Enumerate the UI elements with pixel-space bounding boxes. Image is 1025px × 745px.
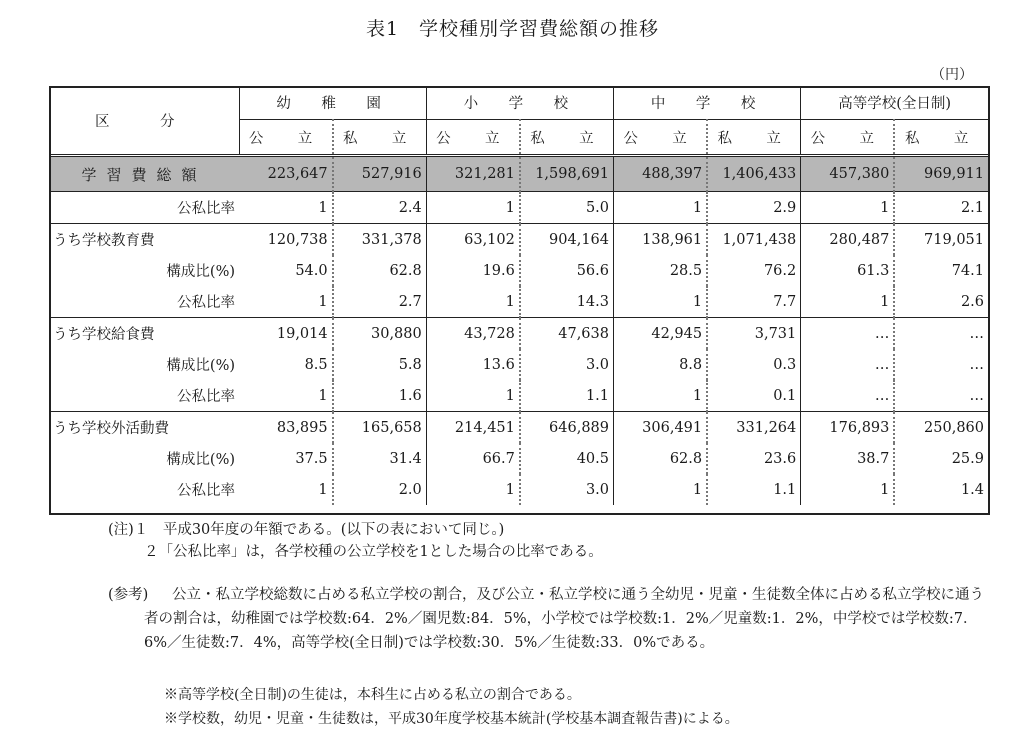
value-cell: 214,451: [426, 412, 520, 444]
value-cell: 62.8: [333, 255, 427, 286]
value-cell: 1,071,438: [707, 224, 801, 256]
value-cell: 646,889: [520, 412, 614, 444]
value-cell: 7.7: [707, 286, 801, 318]
row-extracurricular: [49, 412, 988, 444]
value-cell: 1: [614, 192, 708, 224]
value-cell: 61.3: [801, 255, 895, 286]
page-title: 表1 学校種別学習費総額の推移: [365, 18, 660, 40]
header-public: 公 立: [426, 120, 520, 156]
row-label: 構成比(%): [166, 264, 235, 280]
reference-note-1: ※高等学校(全日制)の生徒は，本科生に占める私立の割合である。: [164, 687, 581, 703]
value-cell: 1.6: [333, 380, 427, 412]
value-cell: 2.9: [707, 192, 801, 224]
value-cell: 2.0: [333, 474, 427, 505]
value-cell: 2.6: [960, 293, 984, 310]
value-cell: 19,014: [239, 318, 333, 350]
value-cell: 3.0: [520, 474, 614, 505]
header-public: 公 立: [239, 120, 333, 156]
value-cell: 40.5: [520, 443, 614, 474]
value-cell: 62.8: [614, 443, 708, 474]
value-cell: 5.8: [333, 349, 427, 380]
value-cell: 1: [801, 286, 895, 318]
value-cell: …: [801, 380, 895, 412]
value-cell: 1: [426, 286, 520, 318]
value-cell: 306,491: [614, 412, 708, 444]
row-education-ratio: [49, 286, 988, 318]
header-group-kindergarten: 幼 稚 園: [239, 86, 426, 120]
value-cell: 1.1: [520, 380, 614, 412]
value-cell: …: [894, 318, 988, 350]
row-label: うち学校給食費: [49, 318, 239, 350]
reference-text: 公立・私立学校総数に占める私立学校の割合，及び公立・私立学校に通う全幼児・児童・生徒数全体に占める私立学校に通う者の割合は，幼稚園では学校数:64．2%／園児数:84．5%，小学校では学校数:1．2%／児童数:1．2%，中学校では学校数:7．6%／生徒数:7．4%，高等学校(全日制)では学校数:30．5%／生徒数:33．0%である。: [144, 587, 984, 651]
value-cell: 969,911: [894, 156, 988, 192]
value-cell: 138,961: [614, 224, 708, 256]
value-cell: 37.5: [239, 443, 333, 474]
value-cell: 719,051: [894, 224, 988, 256]
expense-table: [49, 86, 988, 505]
row-total: [49, 156, 988, 192]
value-cell: 47,638: [520, 318, 614, 350]
header-public: 公 立: [801, 120, 895, 156]
value-cell: 28.5: [614, 255, 708, 286]
value-cell: 8.8: [614, 349, 708, 380]
row-extracurricular-composition: [49, 443, 988, 474]
value-cell: 120,738: [239, 224, 333, 256]
header-row-groups: [49, 86, 988, 120]
row-lunch-composition: [49, 349, 988, 380]
value-cell: 1: [239, 380, 333, 412]
value-cell: 321,281: [426, 156, 520, 192]
header-private: 私 立: [520, 120, 614, 156]
note-1: (注)１ 平成30年度の年額である。(以下の表において同じ。): [108, 522, 505, 538]
value-cell: 331,378: [333, 224, 427, 256]
header-private: 私 立: [707, 120, 801, 156]
row-label: うち学校外活動費: [49, 412, 239, 444]
value-cell: 1: [239, 192, 333, 224]
value-cell: 1: [801, 474, 895, 505]
value-cell: 8.5: [239, 349, 333, 380]
value-cell: 31.4: [333, 443, 427, 474]
value-cell: 488,397: [614, 156, 708, 192]
value-cell: 2.4: [333, 192, 427, 224]
reference-head: (参考): [108, 587, 149, 603]
row-label: 構成比(%): [166, 452, 235, 468]
header-public: 公 立: [614, 120, 708, 156]
value-cell: 0.3: [707, 349, 801, 380]
row-label: 公私比率: [177, 483, 235, 499]
value-cell: 25.9: [951, 450, 984, 467]
header-kubun: 区 分: [49, 86, 239, 156]
value-cell: 83,895: [239, 412, 333, 444]
value-cell: 904,164: [520, 224, 614, 256]
value-cell: 2.1: [960, 199, 984, 216]
value-cell: 43,728: [426, 318, 520, 350]
value-cell: 1: [614, 474, 708, 505]
row-label: 学習費総額: [49, 156, 239, 192]
row-total-ratio: [49, 192, 988, 224]
row-lunch-ratio: [49, 380, 988, 412]
value-cell: 30,880: [333, 318, 427, 350]
value-cell: …: [801, 318, 895, 350]
value-cell: 23.6: [707, 443, 801, 474]
reference-note-2: ※学校数，幼児・児童・生徒数は，平成30年度学校基本統計(学校基本調査報告書)による。: [164, 711, 739, 727]
value-cell: 1: [426, 380, 520, 412]
value-cell: 0.1: [707, 380, 801, 412]
value-cell: 74.1: [951, 262, 984, 279]
row-lunch: [49, 318, 988, 350]
value-cell: …: [801, 349, 895, 380]
row-label: 公私比率: [177, 389, 235, 405]
header-group-high-school: 高等学校(全日制): [801, 86, 988, 120]
value-cell: 5.0: [520, 192, 614, 224]
row-label: 公私比率: [177, 295, 235, 311]
value-cell: 3,731: [707, 318, 801, 350]
value-cell: 19.6: [426, 255, 520, 286]
value-cell: 280,487: [801, 224, 895, 256]
header-private: 私 立: [333, 120, 427, 156]
value-cell: 1: [801, 192, 895, 224]
reference-notes: [164, 683, 739, 731]
value-cell: 14.3: [520, 286, 614, 318]
value-cell: 1: [239, 286, 333, 318]
value-cell: 331,264: [707, 412, 801, 444]
value-cell: 1.1: [707, 474, 801, 505]
value-cell: 223,647: [239, 156, 333, 192]
unit-label: （円）: [931, 67, 973, 83]
value-cell: 527,916: [333, 156, 427, 192]
value-cell: 63,102: [426, 224, 520, 256]
value-cell: 54.0: [239, 255, 333, 286]
value-cell: 76.2: [707, 255, 801, 286]
value-cell: 1: [426, 474, 520, 505]
value-cell: 56.6: [520, 255, 614, 286]
value-cell: 1,406,433: [707, 156, 801, 192]
value-cell: 1.4: [960, 481, 984, 498]
value-cell: 250,860: [894, 412, 988, 444]
value-cell: …: [969, 356, 984, 373]
value-cell: 165,658: [333, 412, 427, 444]
header-private: 私 立: [894, 120, 988, 156]
value-cell: …: [969, 387, 984, 404]
value-cell: 1: [614, 286, 708, 318]
notes: [108, 519, 603, 563]
row-education: [49, 224, 988, 256]
note-2: ２「公私比率」は，各学校種の公立学校を1とした場合の比率である。: [144, 544, 603, 560]
row-label: うち学校教育費: [49, 224, 239, 256]
header-group-junior-high: 中 学 校: [614, 86, 801, 120]
row-extracurricular-ratio: [49, 474, 988, 505]
header-group-elementary: 小 学 校: [426, 86, 613, 120]
value-cell: 66.7: [426, 443, 520, 474]
row-education-composition: [49, 255, 988, 286]
value-cell: 42,945: [614, 318, 708, 350]
value-cell: 1: [239, 474, 333, 505]
value-cell: 1: [614, 380, 708, 412]
value-cell: 13.6: [426, 349, 520, 380]
value-cell: 1,598,691: [520, 156, 614, 192]
reference: [108, 583, 988, 655]
value-cell: 3.0: [520, 349, 614, 380]
value-cell: 457,380: [801, 156, 895, 192]
row-label: 構成比(%): [166, 358, 235, 374]
value-cell: 1: [426, 192, 520, 224]
row-label: 公私比率: [177, 201, 235, 217]
value-cell: 2.7: [333, 286, 427, 318]
value-cell: 38.7: [801, 443, 895, 474]
value-cell: 176,893: [801, 412, 895, 444]
